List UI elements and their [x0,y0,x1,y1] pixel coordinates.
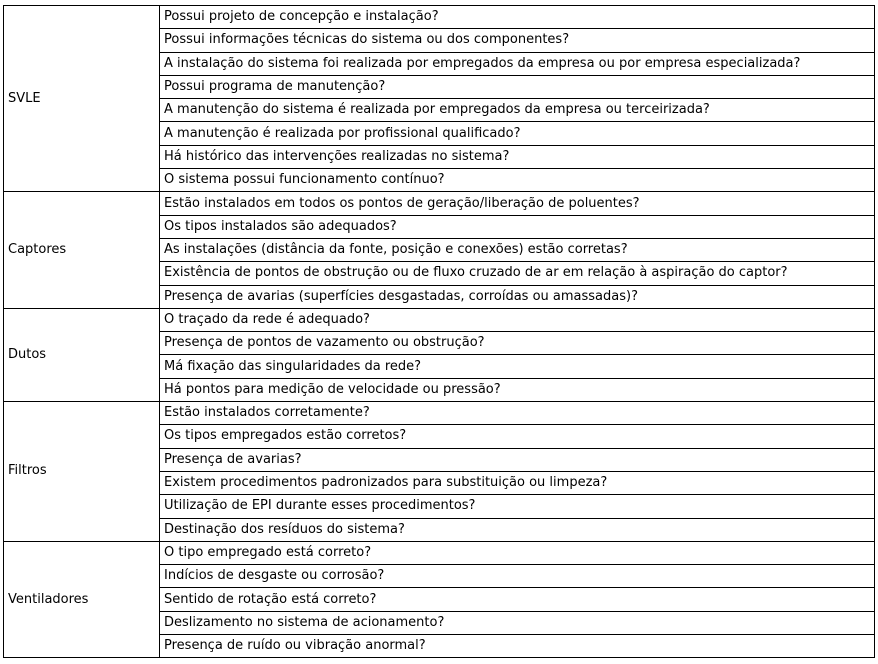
table-row [4,308,875,331]
table-row [4,6,875,29]
question-cell: Presença de avarias? [160,448,875,471]
question-cell: Existência de pontos de obstrução ou de fluxo cruzado de ar em relação à aspiração do captor? [160,262,875,285]
question-cell: Sentido de rotação está correto? [160,588,875,611]
category-cell-filtros: Filtros [4,402,160,542]
question-cell: Indícios de desgaste ou corrosão? [160,565,875,588]
question-cell: Há pontos para medição de velocidade ou pressão? [160,378,875,401]
category-cell-svle: SVLE [4,6,160,192]
category-cell-dutos: Dutos [4,308,160,401]
question-cell: Há histórico das intervenções realizadas no sistema? [160,145,875,168]
question-cell: Má fixação das singularidades da rede? [160,355,875,378]
category-cell-captores: Captores [4,192,160,308]
question-cell: A instalação do sistema foi realizada por empregados da empresa ou por empresa especializada? [160,52,875,75]
question-cell: Existem procedimentos padronizados para substituição ou limpeza? [160,471,875,494]
inspection-checklist-table [3,5,875,658]
question-cell: O traçado da rede é adequado? [160,308,875,331]
question-cell: Estão instalados em todos os pontos de geração/liberação de poluentes? [160,192,875,215]
checklist-body [4,6,875,658]
table-row [4,402,875,425]
question-cell: Deslizamento no sistema de acionamento? [160,611,875,634]
question-cell: Possui projeto de concepção e instalação? [160,6,875,29]
question-cell: A manutenção é realizada por profissional qualificado? [160,122,875,145]
question-cell: As instalações (distância da fonte, posição e conexões) estão corretas? [160,238,875,261]
question-cell: Estão instalados corretamente? [160,402,875,425]
question-cell: Os tipos empregados estão corretos? [160,425,875,448]
question-cell: Possui programa de manutenção? [160,75,875,98]
category-cell-ventiladores: Ventiladores [4,541,160,657]
question-cell: Destinação dos resíduos do sistema? [160,518,875,541]
question-cell: Presença de avarias (superfícies desgastadas, corroídas ou amassadas)? [160,285,875,308]
question-cell: O sistema possui funcionamento contínuo? [160,169,875,192]
question-cell: Possui informações técnicas do sistema ou dos componentes? [160,29,875,52]
question-cell: Utilização de EPI durante esses procedimentos? [160,495,875,518]
question-cell: Presença de pontos de vazamento ou obstrução? [160,332,875,355]
question-cell: Os tipos instalados são adequados? [160,215,875,238]
question-cell: Presença de ruído ou vibração anormal? [160,635,875,658]
question-cell: A manutenção do sistema é realizada por empregados da empresa ou terceirizada? [160,99,875,122]
question-cell: O tipo empregado está correto? [160,541,875,564]
table-row [4,541,875,564]
table-row [4,192,875,215]
